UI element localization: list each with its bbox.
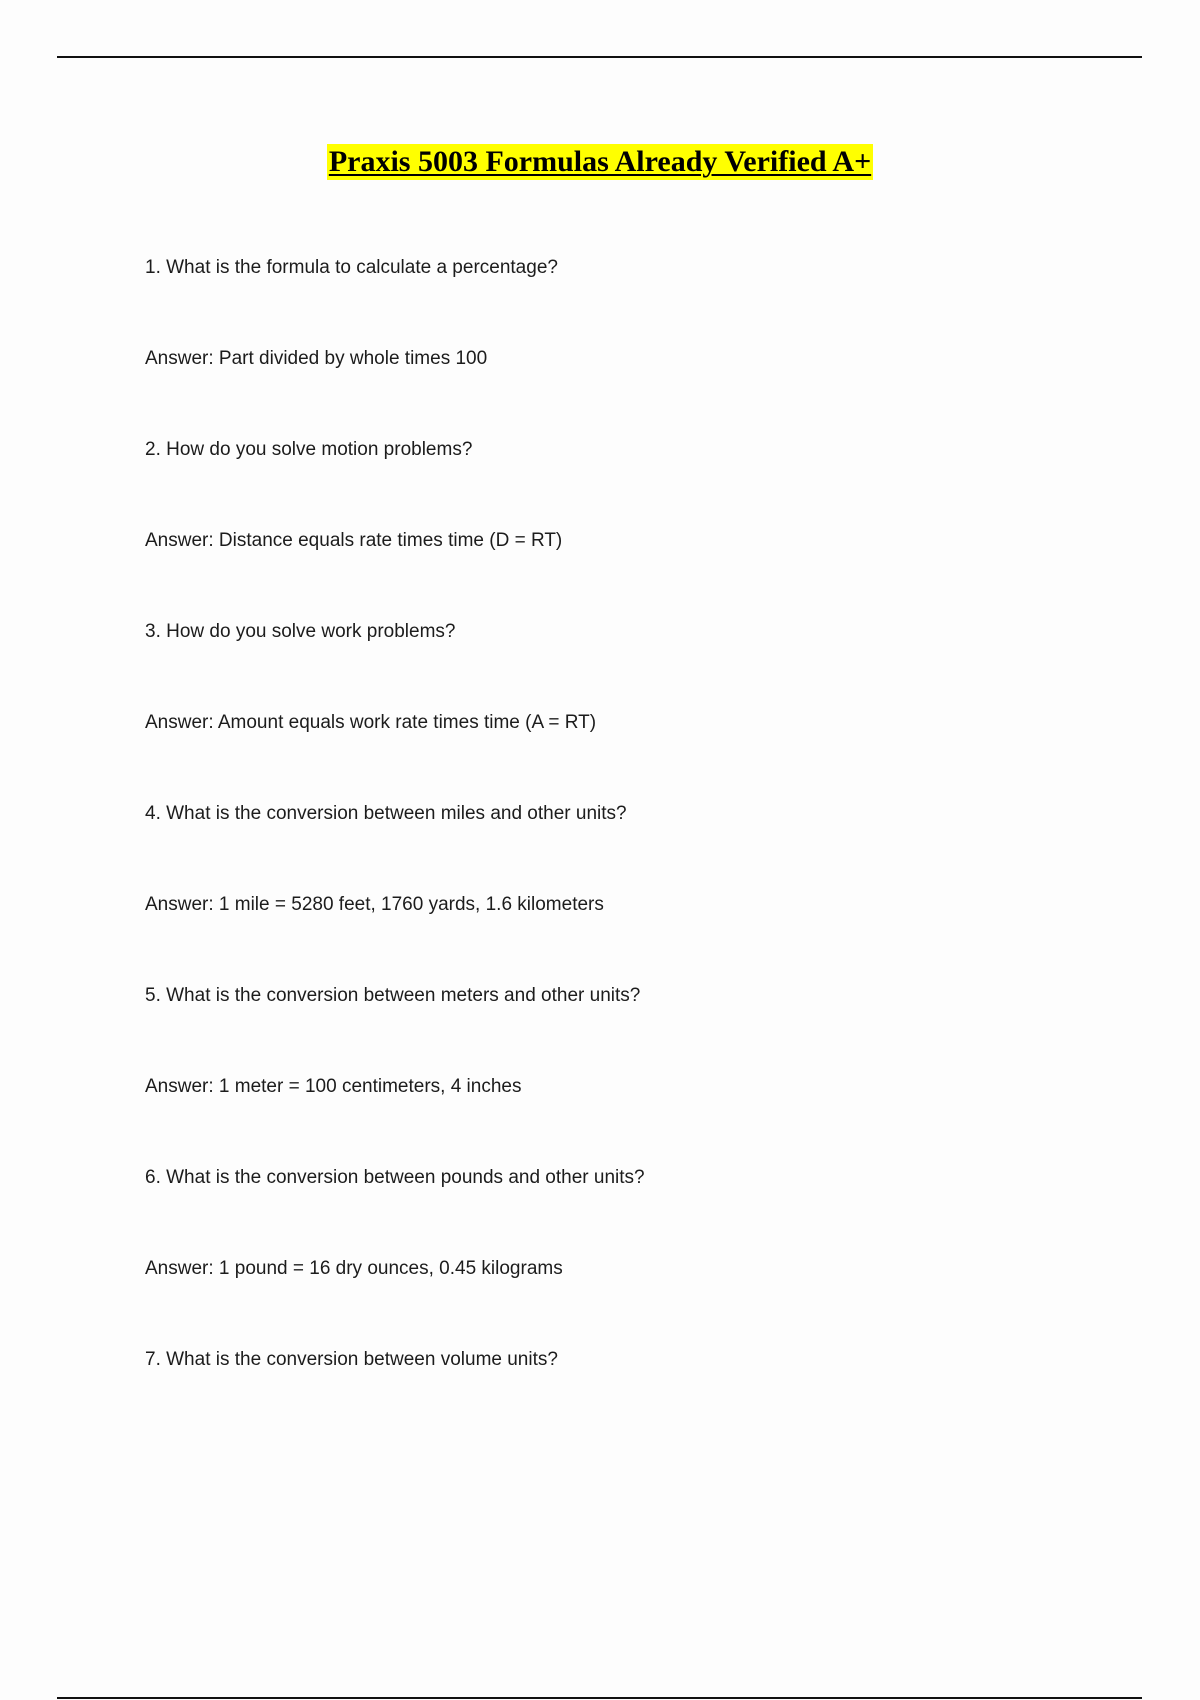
question-6: 6. What is the conversion between pounds and other units?: [145, 1167, 645, 1188]
answer-3: Answer: Amount equals work rate times time (A = RT): [145, 712, 597, 733]
question-1: 1. What is the formula to calculate a percentage?: [145, 257, 558, 278]
answer-4: Answer: 1 mile = 5280 feet, 1760 yards, 1.6 kilometers: [145, 894, 604, 915]
answer-1: Answer: Part divided by whole times 100: [145, 348, 488, 369]
answer-5: Answer: 1 meter = 100 centimeters, 4 inches: [145, 1076, 522, 1097]
question-2: 2. How do you solve motion problems?: [145, 439, 473, 460]
answer-6: Answer: 1 pound = 16 dry ounces, 0.45 kilograms: [145, 1258, 563, 1279]
question-4: 4. What is the conversion between miles and other units?: [145, 803, 627, 824]
answer-2: Answer: Distance equals rate times time (D = RT): [145, 530, 563, 551]
question-3: 3. How do you solve work problems?: [145, 621, 456, 642]
question-7: 7. What is the conversion between volume units?: [145, 1349, 558, 1370]
question-5: 5. What is the conversion between meters and other units?: [145, 985, 641, 1006]
title-container: [0, 144, 1200, 180]
bottom-divider: [57, 1697, 1142, 1699]
top-divider: [57, 56, 1142, 58]
document-title: Praxis 5003 Formulas Already Verified A+: [328, 145, 872, 178]
